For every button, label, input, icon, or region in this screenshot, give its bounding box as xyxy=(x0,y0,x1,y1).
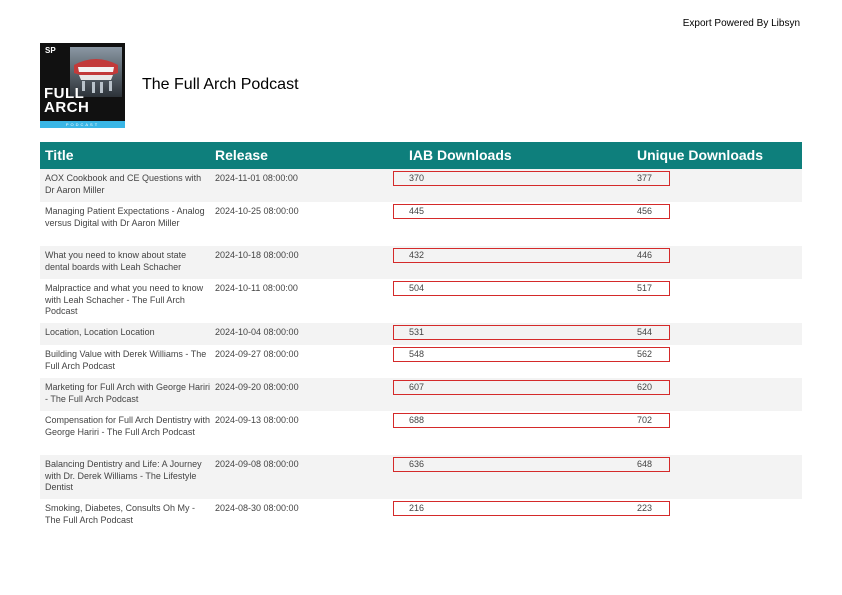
header-title: Title xyxy=(45,147,74,163)
table-row xyxy=(40,455,802,499)
logo-band: PODCAST xyxy=(40,121,125,128)
downloads-highlight xyxy=(393,204,670,219)
table-row xyxy=(40,246,802,279)
episode-title: Location, Location Location xyxy=(45,327,155,337)
downloads-highlight xyxy=(393,281,670,296)
downloads-highlight xyxy=(393,325,670,340)
episode-title: Smoking, Diabetes, Consults Oh My - The Full Arch Podcast xyxy=(45,503,196,525)
table-row xyxy=(40,345,802,378)
iab-downloads-value: 548 xyxy=(409,349,425,359)
iab-downloads-value: 432 xyxy=(409,250,425,260)
episode-title: Managing Patient Expectations - Analog versus Digital with Dr Aaron Miller xyxy=(45,206,205,228)
iab-downloads-value: 636 xyxy=(409,459,425,469)
header-unique-downloads: Unique Downloads xyxy=(637,147,763,163)
table-body xyxy=(40,169,802,532)
iab-downloads-value: 531 xyxy=(409,327,425,337)
table-row xyxy=(40,169,802,202)
downloads-highlight xyxy=(393,380,670,395)
episode-title: What you need to know about state dental boards with Leah Schacher xyxy=(45,250,187,272)
release-date: 2024-11-01 08:00:00 xyxy=(215,173,298,183)
unique-downloads-value: 702 xyxy=(637,415,653,425)
unique-downloads-value: 456 xyxy=(637,206,653,216)
downloads-table xyxy=(40,142,802,532)
iab-downloads-value: 216 xyxy=(409,503,425,513)
header-release: Release xyxy=(215,147,268,163)
downloads-highlight xyxy=(393,501,670,516)
release-date: 2024-10-18 08:00:00 xyxy=(215,250,299,260)
header-iab-downloads: IAB Downloads xyxy=(409,147,512,163)
release-date: 2024-10-25 08:00:00 xyxy=(215,206,299,216)
release-date: 2024-09-20 08:00:00 xyxy=(215,382,299,392)
unique-downloads-value: 377 xyxy=(637,173,653,183)
episode-title: Compensation for Full Arch Dentistry with George Hariri - The Full Arch Podcast xyxy=(45,415,211,437)
table-row xyxy=(40,411,802,455)
episode-title: Marketing for Full Arch with George Hariri - The Full Arch Podcast xyxy=(45,382,211,404)
release-date: 2024-09-13 08:00:00 xyxy=(215,415,299,425)
logo-mark: SP xyxy=(45,46,56,55)
unique-downloads-value: 544 xyxy=(637,327,653,337)
downloads-highlight xyxy=(393,171,670,186)
unique-downloads-value: 648 xyxy=(637,459,653,469)
table-header xyxy=(40,142,802,169)
table-row xyxy=(40,499,802,532)
release-date: 2024-10-11 08:00:00 xyxy=(215,283,298,293)
episode-title: Balancing Dentistry and Life: A Journey with Dr. Derek Williams - The Lifestyle Dentist xyxy=(45,459,202,492)
iab-downloads-value: 504 xyxy=(409,283,425,293)
table-row xyxy=(40,323,802,345)
release-date: 2024-09-27 08:00:00 xyxy=(215,349,299,359)
iab-downloads-value: 445 xyxy=(409,206,425,216)
downloads-highlight xyxy=(393,457,670,472)
episode-title: Building Value with Derek Williams - The Full Arch Podcast xyxy=(45,349,207,371)
iab-downloads-value: 607 xyxy=(409,382,425,392)
unique-downloads-value: 517 xyxy=(637,283,653,293)
release-date: 2024-10-04 08:00:00 xyxy=(215,327,299,337)
unique-downloads-value: 223 xyxy=(637,503,653,513)
episode-title: AOX Cookbook and CE Questions with Dr Aaron Miller xyxy=(45,173,202,195)
podcast-title: The Full Arch Podcast xyxy=(142,76,299,93)
table-row xyxy=(40,279,802,323)
release-date: 2024-08-30 08:00:00 xyxy=(215,503,299,513)
logo-word-full: FULL xyxy=(44,85,85,102)
downloads-highlight xyxy=(393,347,670,362)
logo-word-arch: ARCH xyxy=(44,99,90,116)
iab-downloads-value: 688 xyxy=(409,415,425,425)
table-row xyxy=(40,202,802,246)
podcast-logo xyxy=(40,43,125,128)
downloads-highlight xyxy=(393,248,670,263)
table-row xyxy=(40,378,802,411)
iab-downloads-value: 370 xyxy=(409,173,425,183)
export-powered-by: Export Powered By Libsyn xyxy=(682,18,800,29)
unique-downloads-value: 446 xyxy=(637,250,653,260)
unique-downloads-value: 562 xyxy=(637,349,653,359)
episode-title: Malpractice and what you need to know with Leah Schacher - The Full Arch Podcast xyxy=(45,283,204,316)
release-date: 2024-09-08 08:00:00 xyxy=(215,459,299,469)
unique-downloads-value: 620 xyxy=(637,382,653,392)
downloads-highlight xyxy=(393,413,670,428)
